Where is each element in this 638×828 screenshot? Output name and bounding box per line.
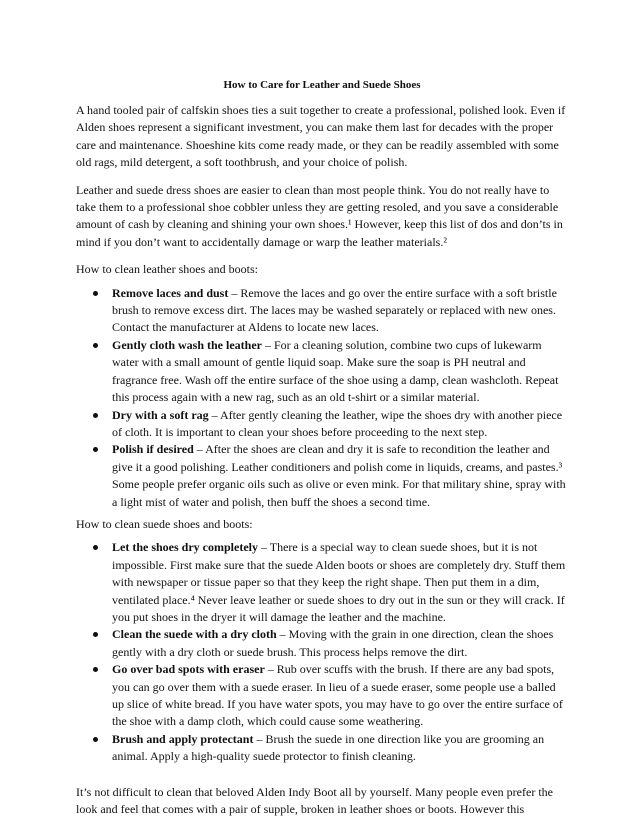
bullet-icon <box>93 737 98 742</box>
list-item <box>76 626 568 661</box>
paragraph-spacer <box>76 771 568 784</box>
leather-steps-list <box>76 285 568 511</box>
closing-paragraph: It’s not difficult to clean that beloved Alden Indy Boot all by yourself. Many people even prefer the look and feel that comes with a pair of supple, broken in leather shoes or boots. However this <box>76 784 553 817</box>
step-term: Clean the suede with a dry cloth <box>112 627 277 642</box>
list-item <box>76 661 568 731</box>
bullet-icon <box>93 343 98 348</box>
list-item <box>76 441 568 511</box>
step-text: – After gently cleaning the leather, wipe the shoes dry with another piece of cloth. It is important to clean your shoes before proceeding to the next step. <box>112 407 563 439</box>
suede-steps-list <box>76 539 568 765</box>
bullet-icon <box>93 447 98 452</box>
list-item <box>76 731 568 766</box>
step-term: Polish if desired <box>112 442 194 457</box>
list-item <box>76 285 568 337</box>
intro-paragraph: A hand tooled pair of calfskin shoes ties a suit together to create a professional, polished look. Even if Alden shoes represent a significant investment, you can make them last for decades with the proper care and maintenance. Shoeshine kits come ready made, or they can be readily assembled with some old rags, mild detergent, a soft toothbrush, and your choice of polish. <box>76 103 566 170</box>
step-term: Brush and apply protectant <box>112 731 254 746</box>
document-title: How to Care for Leather and Suede Shoes <box>223 79 421 91</box>
cleaning-overview-paragraph: Leather and suede dress shoes are easier to clean than most people think. You do not really have to take them to a professional shoe cobbler unless they are getting resoled, and you save a considerable amount of cash by cleaning and shining your own shoes.¹ However, keep this list of dos and don’ts in mind if you don’t want to accidentally damage or warp the leather materials.² <box>76 182 563 249</box>
step-term: Gently cloth wash the leather <box>112 337 262 352</box>
leather-section-intro: How to clean leather shoes and boots: <box>76 262 258 277</box>
step-text: – Remove the laces and go over the entire surface with a soft bristle brush to remove excess dirt. The laces may be washed separately or replaced with new ones. Contact the manufacturer at Aldens to locate new laces. <box>112 285 557 335</box>
bullet-icon <box>93 413 98 418</box>
bullet-icon <box>93 667 98 672</box>
bullet-icon <box>93 545 98 550</box>
bullet-icon <box>93 632 98 637</box>
document-page <box>76 78 568 828</box>
step-text: – There is a special way to clean suede shoes, but it is not impossible. First make sure that the suede Alden boots or shoes are completely dry. Stuff them with newspaper or tissue paper so that they keep the right shape. Then put them in a dim, ventilated place.⁴ Never leave leather or suede shoes to dry out in the sun or they will crack. If you put shoes in the dryer it will damage the leather and the machine. <box>112 540 566 624</box>
list-item <box>76 337 568 407</box>
step-term: Let the shoes dry completely <box>112 540 258 555</box>
step-term: Remove laces and dust <box>112 285 229 300</box>
step-text: – For a cleaning solution, combine two cups of lukewarm water with a small amount of gentle liquid soap. Make sure the soap is PH neutral and fragrance free. Wash off the entire surface of the shoe using a damp, clean washcloth. Repeat this process again with a new rag, such as an old t-shirt or a similar material. <box>112 337 559 405</box>
step-text: – Rub over scuffs with the brush. If there are any bad spots, you can go over them with a suede eraser. In lieu of a suede eraser, some people use a balled up slice of white bread. If you have water spots, you may have to go over the entire surface of the shoe with a damp cloth, which could cause some weathering. <box>112 662 563 729</box>
list-item <box>76 407 568 442</box>
step-text: – After the shoes are clean and dry it is safe to recondition the leather and give it a good polishing. Leather conditioners and polish come in liquids, creams, and pastes.³ Some people prefer organic oils such as olive or even mink. For that military shine, spray with a light mist of water and polish, then buff the shoes a second time. <box>112 442 566 509</box>
step-term: Dry with a soft rag <box>112 407 209 422</box>
list-item <box>76 539 568 626</box>
step-term: Go over bad spots with eraser <box>112 662 265 677</box>
bullet-icon <box>93 291 98 296</box>
suede-section-intro: How to clean suede shoes and boots: <box>76 516 253 531</box>
step-text: – Brush the suede in one direction like you are grooming an animal. Apply a high-quality suede protector to finish cleaning. <box>112 731 545 764</box>
step-text: – Moving with the grain in one direction, clean the shoes gently with a dry cloth or suede brush. This process helps remove the dirt. <box>112 627 554 659</box>
